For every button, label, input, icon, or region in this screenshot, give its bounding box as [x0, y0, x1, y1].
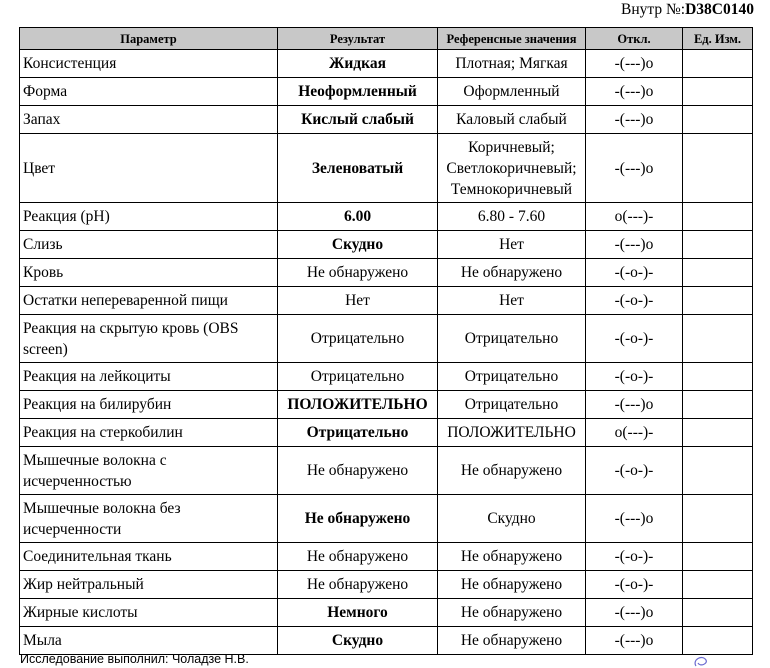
cell-reference: Каловый слабый	[438, 106, 586, 134]
cell-unit	[683, 495, 753, 543]
cell-result: Зеленоватый	[278, 134, 438, 203]
cell-reference: Плотная; Мягкая	[438, 50, 586, 78]
cell-reference: Коричневый; Светлокоричневый; Темнокоричневый	[438, 134, 586, 203]
cell-parameter: Остатки непереваренной пищи	[20, 287, 278, 315]
cell-reference: Скудно	[438, 495, 586, 543]
internal-number	[621, 0, 754, 20]
cell-unit	[683, 419, 753, 447]
cell-deviation: -(-о-)-	[586, 543, 683, 571]
cell-unit	[683, 203, 753, 231]
header-unit: Ед. Изм.	[683, 28, 753, 50]
table-row	[20, 419, 753, 447]
table-row	[20, 203, 753, 231]
table-row	[20, 231, 753, 259]
table-row	[20, 50, 753, 78]
cell-deviation: -(-о-)-	[586, 571, 683, 599]
cell-unit	[683, 287, 753, 315]
table-row	[20, 447, 753, 495]
cell-parameter: Реакция на билирубин	[20, 391, 278, 419]
cell-parameter: Соединительная ткань	[20, 543, 278, 571]
cell-deviation: -(-о-)-	[586, 259, 683, 287]
cell-reference: Нет	[438, 287, 586, 315]
cell-result: ПОЛОЖИТЕЛЬНО	[278, 391, 438, 419]
performed-by: Исследование выполнил: Чоладзе Н.В.	[20, 652, 249, 666]
cell-deviation: -(-о-)-	[586, 315, 683, 363]
cell-parameter: Мышечные волокна с исчерченностью	[20, 447, 278, 495]
cell-result: Не обнаружено	[278, 571, 438, 599]
cell-result: Не обнаружено	[278, 259, 438, 287]
results-table	[19, 27, 753, 655]
cell-unit	[683, 447, 753, 495]
header-reference: Референсные значения	[438, 28, 586, 50]
cell-result: Неоформленный	[278, 78, 438, 106]
cell-parameter: Реакция на стеркобилин	[20, 419, 278, 447]
cell-deviation: -(-о-)-	[586, 363, 683, 391]
cell-reference: Не обнаружено	[438, 627, 586, 655]
table-row	[20, 259, 753, 287]
cell-result: Немного	[278, 599, 438, 627]
cell-unit	[683, 106, 753, 134]
cell-reference: 6.80 - 7.60	[438, 203, 586, 231]
table-row	[20, 315, 753, 363]
cell-reference: Отрицательно	[438, 315, 586, 363]
cell-unit	[683, 78, 753, 106]
cell-result: Не обнаружено	[278, 543, 438, 571]
cell-deviation: -(---)о	[586, 231, 683, 259]
cell-deviation: -(---)о	[586, 627, 683, 655]
cell-parameter: Форма	[20, 78, 278, 106]
cell-unit	[683, 231, 753, 259]
cell-parameter: Жир нейтральный	[20, 571, 278, 599]
cell-result: Отрицательно	[278, 315, 438, 363]
cell-unit	[683, 315, 753, 363]
cell-parameter: Слизь	[20, 231, 278, 259]
cell-deviation: -(---)о	[586, 391, 683, 419]
header-parameter: Параметр	[20, 28, 278, 50]
cell-reference: Отрицательно	[438, 363, 586, 391]
table-row	[20, 363, 753, 391]
table-row	[20, 571, 753, 599]
cell-result: Отрицательно	[278, 419, 438, 447]
cell-reference: Не обнаружено	[438, 599, 586, 627]
cell-unit	[683, 259, 753, 287]
cell-unit	[683, 571, 753, 599]
cell-reference: Не обнаружено	[438, 543, 586, 571]
table-row	[20, 495, 753, 543]
internal-number-label: Внутр №:	[621, 1, 686, 18]
cell-reference: Отрицательно	[438, 391, 586, 419]
internal-number-code: D38C0140	[685, 1, 754, 18]
cell-deviation: -(---)о	[586, 106, 683, 134]
table-row	[20, 78, 753, 106]
cell-unit	[683, 391, 753, 419]
cell-unit	[683, 363, 753, 391]
table-row	[20, 287, 753, 315]
signature-icon	[684, 652, 744, 668]
cell-parameter: Кровь	[20, 259, 278, 287]
cell-deviation: -(---)о	[586, 50, 683, 78]
cell-result: Не обнаружено	[278, 447, 438, 495]
cell-deviation: о(---)-	[586, 419, 683, 447]
cell-unit	[683, 599, 753, 627]
cell-result: Кислый слабый	[278, 106, 438, 134]
cell-unit	[683, 134, 753, 203]
cell-result: Не обнаружено	[278, 495, 438, 543]
cell-parameter: Реакция (pH)	[20, 203, 278, 231]
table-row	[20, 106, 753, 134]
cell-reference: Не обнаружено	[438, 447, 586, 495]
cell-result: Нет	[278, 287, 438, 315]
cell-result: Жидкая	[278, 50, 438, 78]
cell-reference: Не обнаружено	[438, 571, 586, 599]
cell-reference: Нет	[438, 231, 586, 259]
cell-result: Отрицательно	[278, 363, 438, 391]
header-result: Результат	[278, 28, 438, 50]
cell-reference: Не обнаружено	[438, 259, 586, 287]
cell-reference: ПОЛОЖИТЕЛЬНО	[438, 419, 586, 447]
cell-result: Скудно	[278, 627, 438, 655]
cell-reference: Оформленный	[438, 78, 586, 106]
cell-parameter: Цвет	[20, 134, 278, 203]
cell-unit	[683, 627, 753, 655]
table-row	[20, 543, 753, 571]
cell-deviation: -(---)о	[586, 599, 683, 627]
cell-deviation: -(---)о	[586, 495, 683, 543]
cell-deviation: о(---)-	[586, 203, 683, 231]
cell-parameter: Мышечные волокна без исчерченности	[20, 495, 278, 543]
cell-result: Скудно	[278, 231, 438, 259]
cell-unit	[683, 50, 753, 78]
cell-parameter: Жирные кислоты	[20, 599, 278, 627]
table-row	[20, 391, 753, 419]
table-row	[20, 599, 753, 627]
cell-parameter: Консистенция	[20, 50, 278, 78]
cell-deviation: -(-о-)-	[586, 287, 683, 315]
cell-deviation: -(---)о	[586, 78, 683, 106]
cell-parameter: Мыла	[20, 627, 278, 655]
cell-deviation: -(-о-)-	[586, 447, 683, 495]
header-deviation: Откл.	[586, 28, 683, 50]
cell-unit	[683, 543, 753, 571]
table-header-row	[20, 28, 753, 50]
cell-parameter: Реакция на лейкоциты	[20, 363, 278, 391]
table-row	[20, 134, 753, 203]
cell-deviation: -(---)о	[586, 134, 683, 203]
cell-parameter: Запах	[20, 106, 278, 134]
cell-result: 6.00	[278, 203, 438, 231]
cell-parameter: Реакция на скрытую кровь (OBS screen)	[20, 315, 278, 363]
